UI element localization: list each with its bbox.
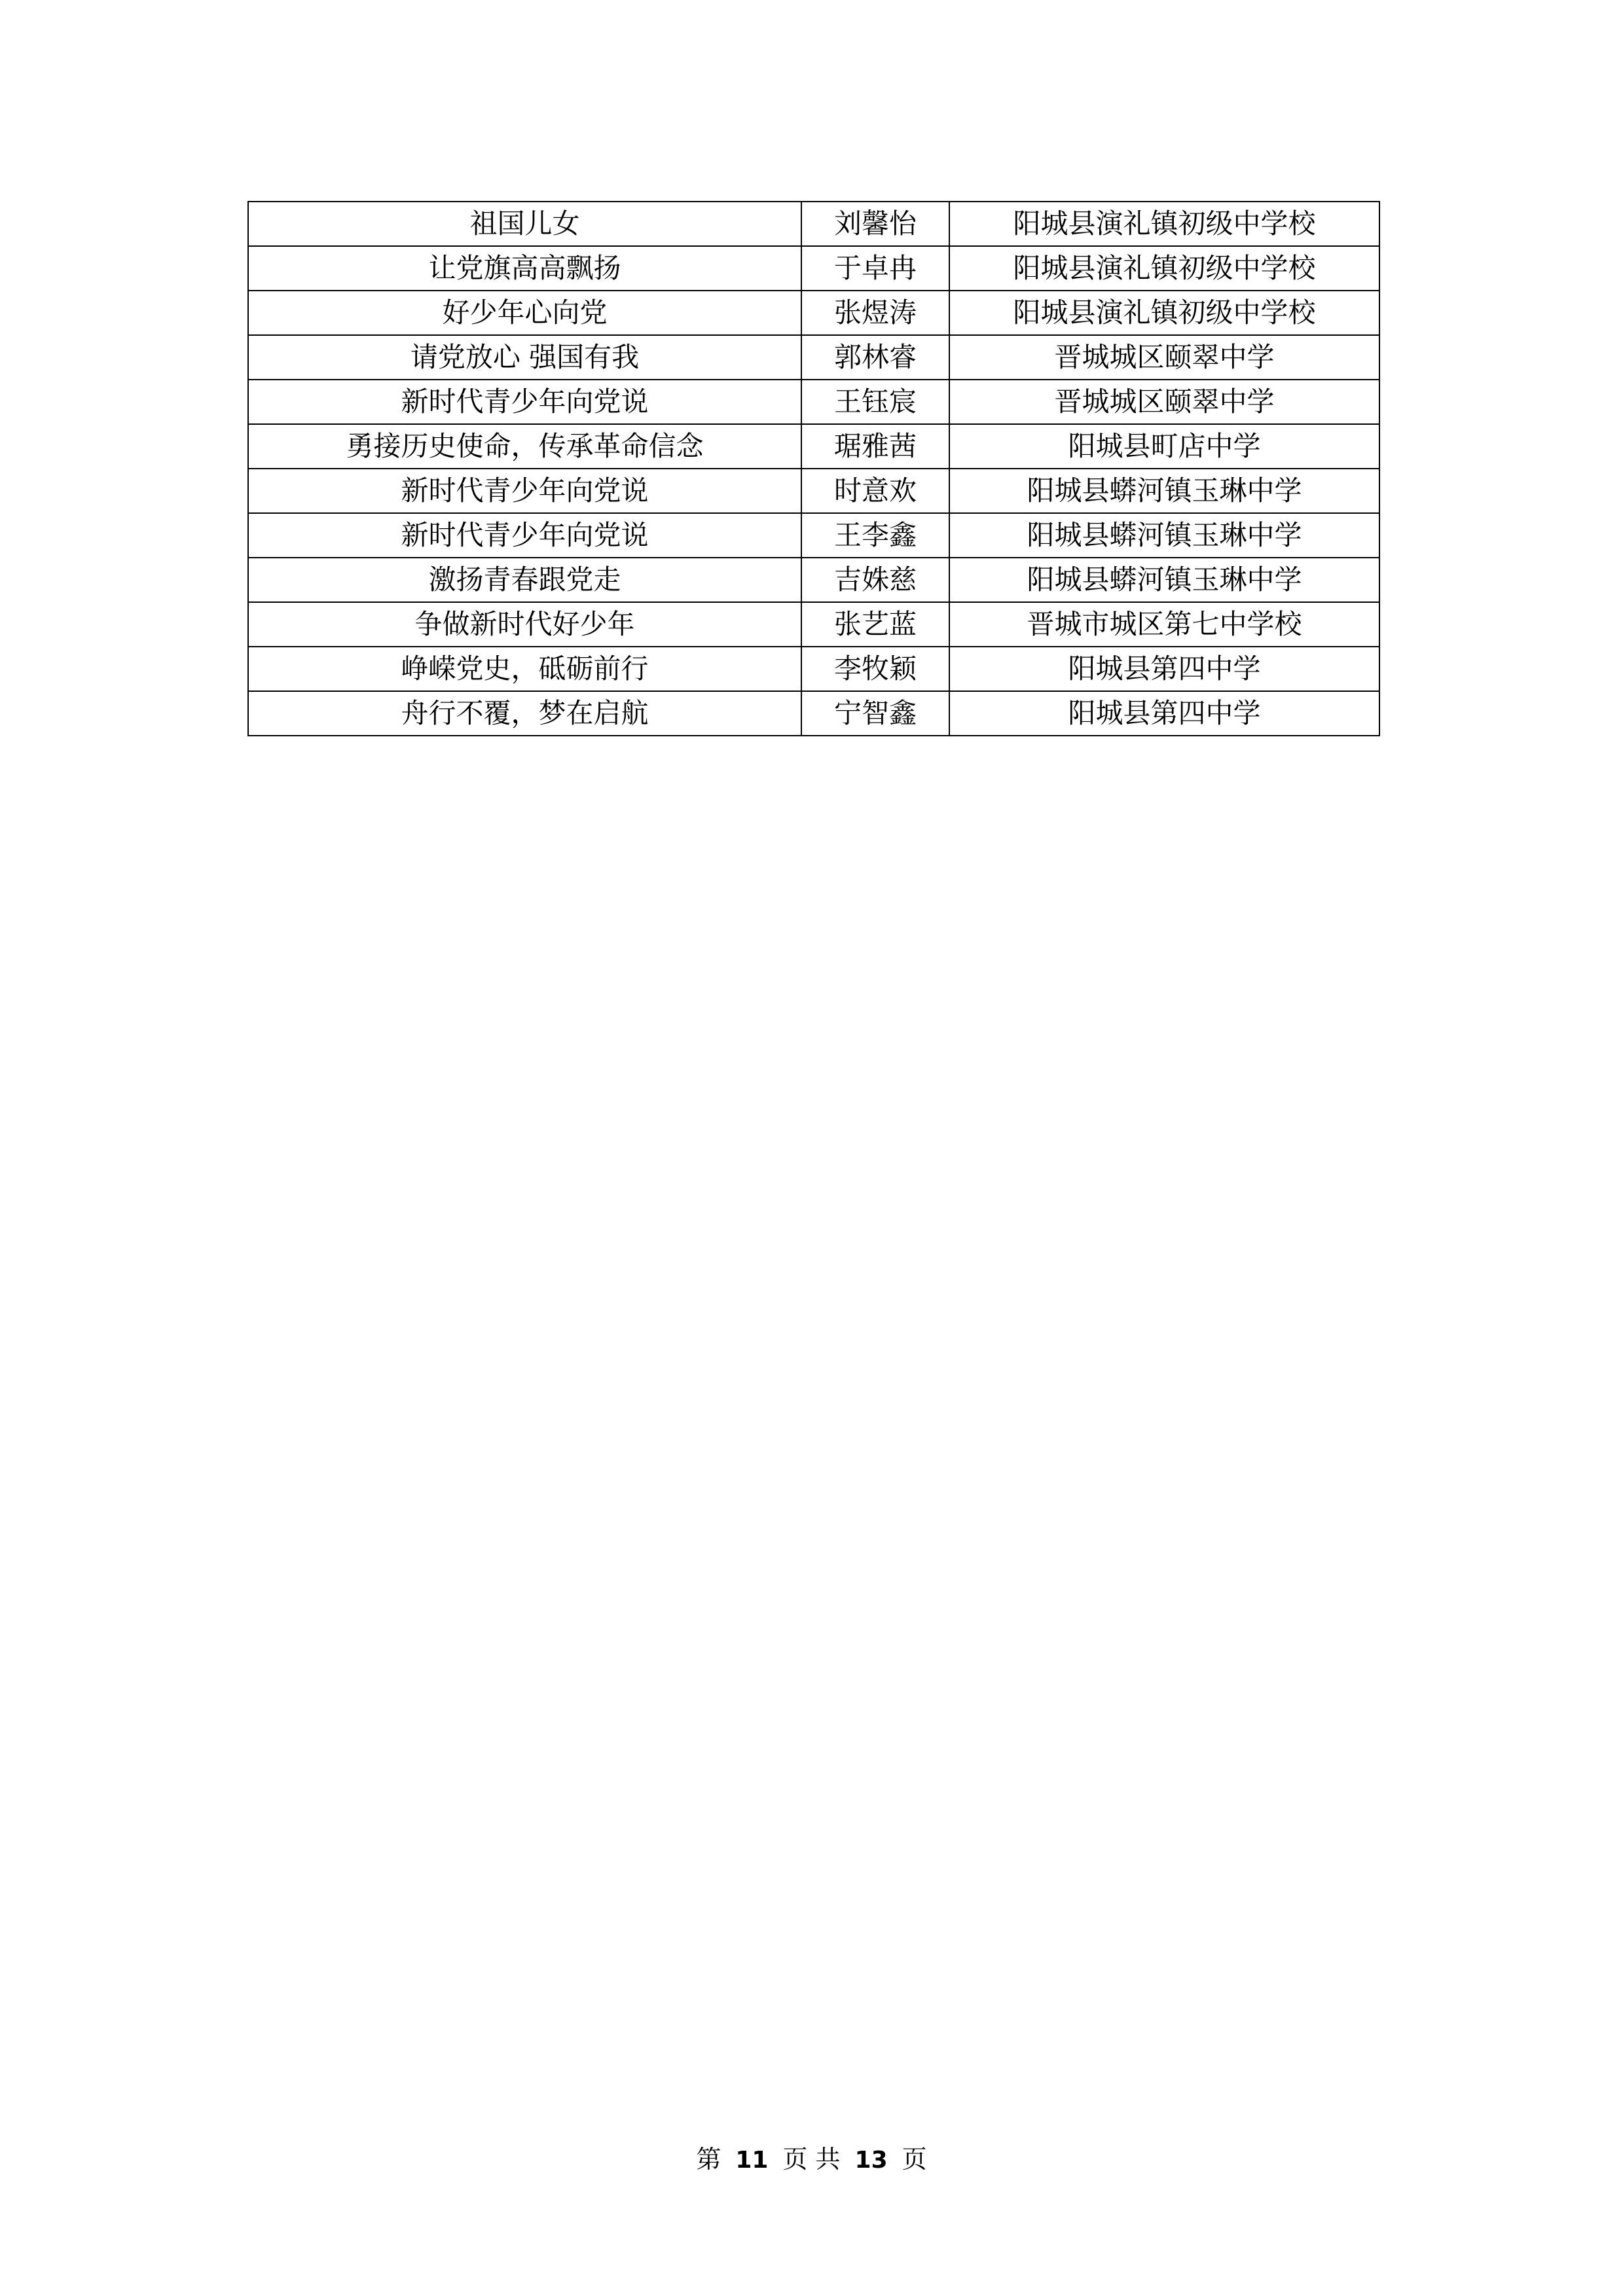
work-title-cell: 好少年心向党	[248, 291, 801, 335]
work-title-cell: 新时代青少年向党说	[248, 380, 801, 424]
student-name-cell: 刘馨怡	[801, 202, 949, 246]
footer-suffix: 页	[902, 2145, 927, 2174]
work-title-cell: 请党放心 强国有我	[248, 335, 801, 380]
school-cell: 阳城县第四中学	[949, 691, 1379, 736]
school-cell: 阳城县蟒河镇玉琳中学	[949, 558, 1379, 602]
school-cell: 阳城县演礼镇初级中学校	[949, 291, 1379, 335]
table-row	[248, 691, 1379, 736]
school-cell: 阳城县町店中学	[949, 424, 1379, 469]
school-cell: 阳城县第四中学	[949, 647, 1379, 691]
award-list-body	[248, 202, 1379, 736]
table-row	[248, 246, 1379, 291]
school-cell: 晋城城区颐翠中学	[949, 380, 1379, 424]
table-row	[248, 335, 1379, 380]
work-title-cell: 激扬青春跟党走	[248, 558, 801, 602]
student-name-cell: 王李鑫	[801, 513, 949, 558]
table-row	[248, 469, 1379, 513]
work-title-cell: 祖国儿女	[248, 202, 801, 246]
table-row	[248, 380, 1379, 424]
school-cell: 阳城县蟒河镇玉琳中学	[949, 513, 1379, 558]
total-page-number: 13	[854, 2147, 888, 2174]
student-name-cell: 琚雅茜	[801, 424, 949, 469]
footer-middle: 页 共	[782, 2145, 841, 2174]
table-row	[248, 602, 1379, 647]
school-cell: 阳城县演礼镇初级中学校	[949, 202, 1379, 246]
student-name-cell: 宁智鑫	[801, 691, 949, 736]
student-name-cell: 张艺蓝	[801, 602, 949, 647]
student-name-cell: 时意欢	[801, 469, 949, 513]
current-page-number: 11	[735, 2147, 769, 2174]
table-row	[248, 424, 1379, 469]
school-cell: 阳城县蟒河镇玉琳中学	[949, 469, 1379, 513]
work-title-cell: 争做新时代好少年	[248, 602, 801, 647]
student-name-cell: 吉姝慈	[801, 558, 949, 602]
work-title-cell: 峥嵘党史，砥砺前行	[248, 647, 801, 691]
footer-prefix: 第	[696, 2145, 721, 2174]
table-row	[248, 647, 1379, 691]
work-title-cell: 让党旗高高飘扬	[248, 246, 801, 291]
school-cell: 阳城县演礼镇初级中学校	[949, 246, 1379, 291]
award-list-table	[247, 201, 1380, 736]
table-row	[248, 558, 1379, 602]
table-row	[248, 513, 1379, 558]
school-cell: 晋城市城区第七中学校	[949, 602, 1379, 647]
student-name-cell: 郭林睿	[801, 335, 949, 380]
student-name-cell: 张煜涛	[801, 291, 949, 335]
school-cell: 晋城城区颐翠中学	[949, 335, 1379, 380]
work-title-cell: 舟行不覆，梦在启航	[248, 691, 801, 736]
student-name-cell: 于卓冉	[801, 246, 949, 291]
table-row	[248, 202, 1379, 246]
work-title-cell: 新时代青少年向党说	[248, 513, 801, 558]
work-title-cell: 新时代青少年向党说	[248, 469, 801, 513]
page-footer	[0, 2147, 1623, 2172]
student-name-cell: 王钰宸	[801, 380, 949, 424]
table-row	[248, 291, 1379, 335]
student-name-cell: 李牧颖	[801, 647, 949, 691]
work-title-cell: 勇接历史使命，传承革命信念	[248, 424, 801, 469]
